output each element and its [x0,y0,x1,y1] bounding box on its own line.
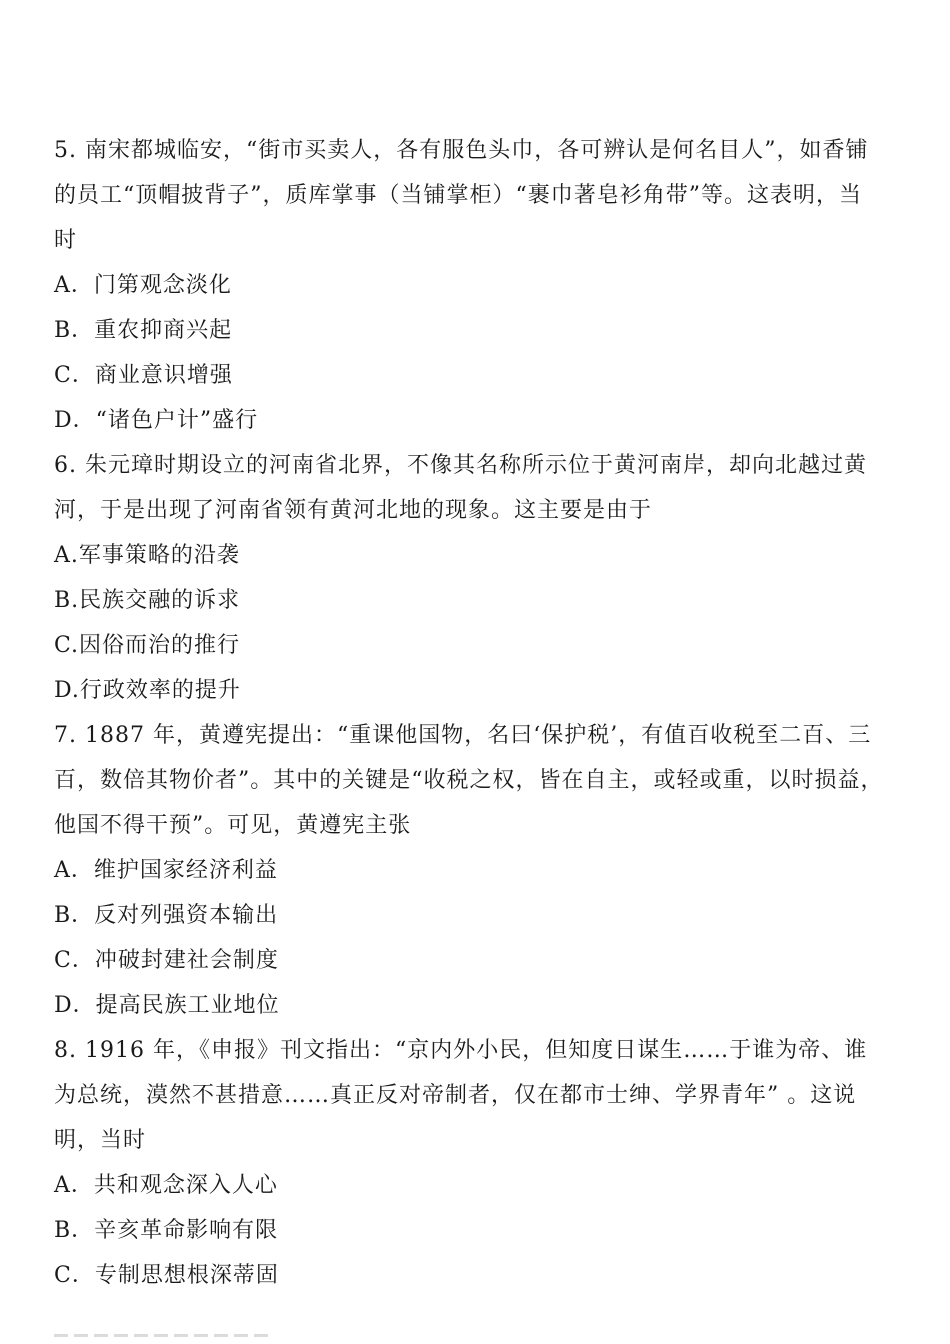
option-c: C.因俗而治的推行 [54,633,241,658]
option-a: A．维护国家经济利益 [54,858,278,883]
question-stem-line: 的员工“顶帽披背子”，质库掌事（当铺掌柜）“裹巾著皂衫角带”等。这表明，当 [54,183,862,208]
option-b: B．重农抑商兴起 [54,318,233,343]
question-stem-line: 他国不得干预”。可见，黄遵宪主张 [54,813,412,838]
question-stem-line: 河，于是出现了河南省领有黄河北地的现象。这主要是由于 [54,498,653,523]
question-stem-line: 6. 朱元璋时期设立的河南省北界，不像其名称所示位于黄河南岸，却向北越过黄 [54,453,867,478]
option-d: D．“诸色户计”盛行 [54,408,259,433]
option-c: C．冲破封建社会制度 [54,948,279,973]
option-a: A.军事策略的沿袭 [54,543,240,568]
question-stem-line: 百，数倍其物价者”。其中的关键是“收税之权，皆在自主，或轻或重，以时损益， [54,768,884,793]
option-d: D．提高民族工业地位 [54,993,280,1018]
option-a: A．门第观念淡化 [54,273,232,298]
option-b: B．反对列强资本输出 [54,903,279,928]
question-6 [54,443,867,713]
option-d: D.行政效率的提升 [54,678,241,703]
question-stem-line: 明，当时 [54,1128,147,1153]
question-stem-line: 7. 1887 年，黄遵宪提出：“重课他国物，名曰‘保护税’，有值百收税至二百、三 [54,723,872,748]
exam-page [54,128,884,1298]
option-c: C．专制思想根深蒂固 [54,1263,279,1288]
option-c: C．商业意识增强 [54,363,233,388]
question-5 [54,128,869,443]
option-b: B.民族交融的诉求 [54,588,241,613]
question-stem-line: 时 [54,228,78,253]
question-stem-line: 为总统，漠然不甚措意……真正反对帝制者，仅在都市士绅、学界青年” 。这说 [54,1083,857,1108]
question-stem-line: 8. 1916 年，《申报》刊文指出：“京内外小民，但知度日谋生……于谁为帝、谁 [54,1038,868,1063]
question-7 [54,713,884,1028]
question-stem-line: 5. 南宋都城临安，“街市买卖人，各有服色头巾，各可辨认是何名目人”，如香铺 [54,138,869,163]
cut-off-text-fragment [54,1334,274,1337]
cut-off-text-line [54,1326,284,1344]
question-8 [54,1028,868,1298]
option-a: A．共和观念深入人心 [54,1173,278,1198]
option-b: B．辛亥革命影响有限 [54,1218,279,1243]
